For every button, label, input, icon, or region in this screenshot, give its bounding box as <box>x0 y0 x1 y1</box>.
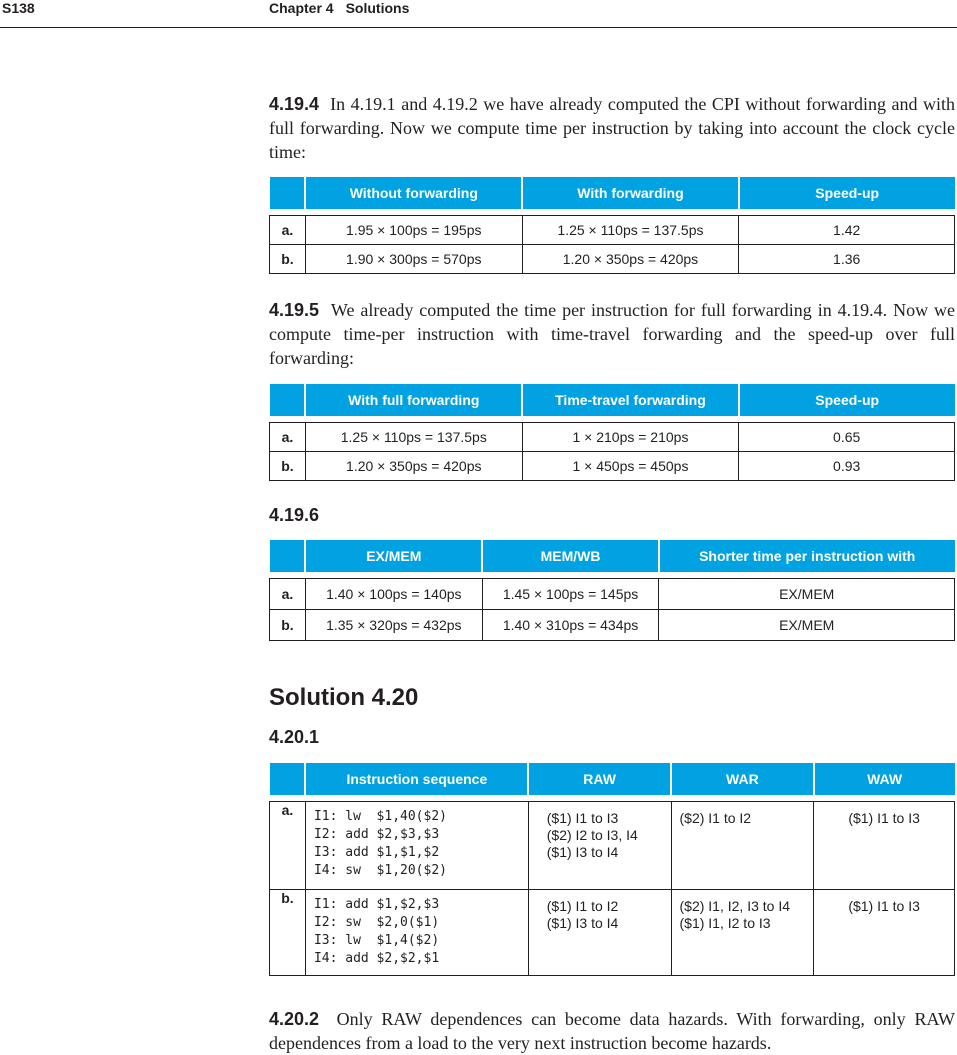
chapter-label: Chapter 4 <box>269 0 334 16</box>
column-header: WAW <box>814 763 955 795</box>
table-cell: 1 × 210ps = 210ps <box>522 423 739 452</box>
table-cell: EX/MEM <box>659 610 955 641</box>
instruction-line: I1: lw $1,40($2) <box>313 809 447 824</box>
table-cell: 1.20 × 350ps = 420ps <box>305 452 522 481</box>
dependence: ($2) I2 to I3, I4 <box>546 827 638 843</box>
header-blank <box>270 177 306 209</box>
instruction-line: I3: lw $1,4($2) <box>313 933 440 948</box>
table-cell: 0.93 <box>739 452 955 481</box>
table-row <box>270 802 955 890</box>
table-cell: 1.35 × 320ps = 432ps <box>305 610 482 641</box>
para-text: In 4.19.1 and 4.19.2 we have already computed the CPI without forwarding and with full forwarding. Now we compute time per instruction by taking into account the clock cycle time: <box>269 94 956 162</box>
table-4-19-4 <box>269 177 955 274</box>
row-label: b. <box>270 245 306 274</box>
war-cell <box>671 890 814 976</box>
section-number: 4.19.4 <box>269 94 320 114</box>
section-label: Solutions <box>345 0 410 16</box>
column-header: Speed-up <box>739 177 955 209</box>
instruction-line: I2: add $2,$3,$3 <box>313 827 440 842</box>
header-blank <box>270 384 306 416</box>
table-4-20-1 <box>269 763 955 976</box>
dependence: ($1) I1, I2 to I3 <box>679 915 771 931</box>
table-cell: 1.90 × 300ps = 570ps <box>305 245 522 274</box>
instruction-line: I3: add $1,$1,$2 <box>313 845 440 860</box>
war-cell <box>671 802 814 890</box>
column-header: EX/MEM <box>305 540 482 572</box>
table-4-19-6 <box>269 540 955 641</box>
table-cell: 1.36 <box>739 245 955 274</box>
raw-cell <box>528 802 671 890</box>
table-cell: 1.45 × 100ps = 145ps <box>482 579 659 610</box>
column-header: RAW <box>528 763 671 795</box>
instruction-line: I2: sw $2,0($1) <box>313 915 440 930</box>
row-label: a. <box>270 579 306 610</box>
column-header: MEM/WB <box>482 540 659 572</box>
row-label: a. <box>270 802 306 890</box>
table-row <box>270 610 955 641</box>
table-4-19-5 <box>269 384 955 481</box>
para-4-19-5 <box>269 298 955 370</box>
para-text: We already computed the time per instruction for full forwarding in 4.19.4. Now we compute time-per instruction with time-travel forwarding and the speed-up over full forwarding: <box>269 300 955 368</box>
dependence: ($2) I1, I2, I3 to I4 <box>679 898 791 914</box>
heading-4-19-6: 4.19.6 <box>269 505 320 525</box>
table-cell: 1 × 450ps = 450ps <box>522 452 739 481</box>
row-label: b. <box>270 452 306 481</box>
row-label: b. <box>270 890 306 976</box>
column-header: Without forwarding <box>305 177 522 209</box>
table-row <box>270 423 955 452</box>
table-cell: 1.25 × 110ps = 137.5ps <box>305 423 522 452</box>
para-4-20-2 <box>269 1007 955 1055</box>
table-row <box>270 579 955 610</box>
dependence: ($1) I1 to I3 <box>848 898 920 914</box>
row-label: a. <box>270 216 306 245</box>
column-header: Time-travel forwarding <box>522 384 739 416</box>
dependence: ($2) I1 to I2 <box>679 810 752 826</box>
section-number: 4.20.2 <box>269 1009 320 1029</box>
table-cell: EX/MEM <box>659 579 955 610</box>
table-cell: 1.95 × 100ps = 195ps <box>305 216 522 245</box>
section-number: 4.19.5 <box>269 300 320 320</box>
header-blank <box>270 763 306 795</box>
column-header: Instruction sequence <box>305 763 528 795</box>
table-cell: 1.25 × 110ps = 137.5ps <box>522 216 739 245</box>
table-row <box>270 452 955 481</box>
page-header <box>0 0 957 28</box>
page-number: S138 <box>2 0 35 16</box>
dependence: ($1) I3 to I4 <box>546 844 619 860</box>
table-row <box>270 216 955 245</box>
column-header: Shorter time per instruction with <box>659 540 955 572</box>
column-header: With full forwarding <box>305 384 522 416</box>
chapter-title <box>269 0 421 16</box>
raw-cell <box>528 890 671 976</box>
dependence: ($1) I1 to I3 <box>848 810 920 826</box>
row-label: a. <box>270 423 306 452</box>
instruction-sequence <box>305 890 528 976</box>
waw-cell <box>814 802 955 890</box>
table-cell: 1.20 × 350ps = 420ps <box>522 245 739 274</box>
para-text: Only RAW dependences can become data hazards. With forwarding, only RAW dependences from a load to the very next instruction become hazards. <box>269 1009 956 1053</box>
solution-title: Solution 4.20 <box>269 684 419 711</box>
instruction-sequence <box>305 802 528 890</box>
para-4-19-4 <box>269 92 955 164</box>
table-cell: 0.65 <box>739 423 955 452</box>
instruction-line: I1: add $1,$2,$3 <box>313 897 440 912</box>
instruction-line: I4: sw $1,20($2) <box>313 863 447 878</box>
column-header: Speed-up <box>739 384 955 416</box>
dependence: ($1) I1 to I3 <box>546 810 619 826</box>
dependence: ($1) I1 to I2 <box>546 898 619 914</box>
table-cell: 1.40 × 100ps = 140ps <box>305 579 482 610</box>
dependence: ($1) I3 to I4 <box>546 915 619 931</box>
header-blank <box>270 540 306 572</box>
column-header: WAR <box>671 763 814 795</box>
table-row <box>270 890 955 976</box>
table-cell: 1.40 × 310ps = 434ps <box>482 610 659 641</box>
waw-cell <box>814 890 955 976</box>
table-cell: 1.42 <box>739 216 955 245</box>
table-row <box>270 245 955 274</box>
instruction-line: I4: add $2,$2,$1 <box>313 951 440 966</box>
column-header: With forwarding <box>522 177 739 209</box>
row-label: b. <box>270 610 306 641</box>
heading-4-20-1: 4.20.1 <box>269 727 320 747</box>
